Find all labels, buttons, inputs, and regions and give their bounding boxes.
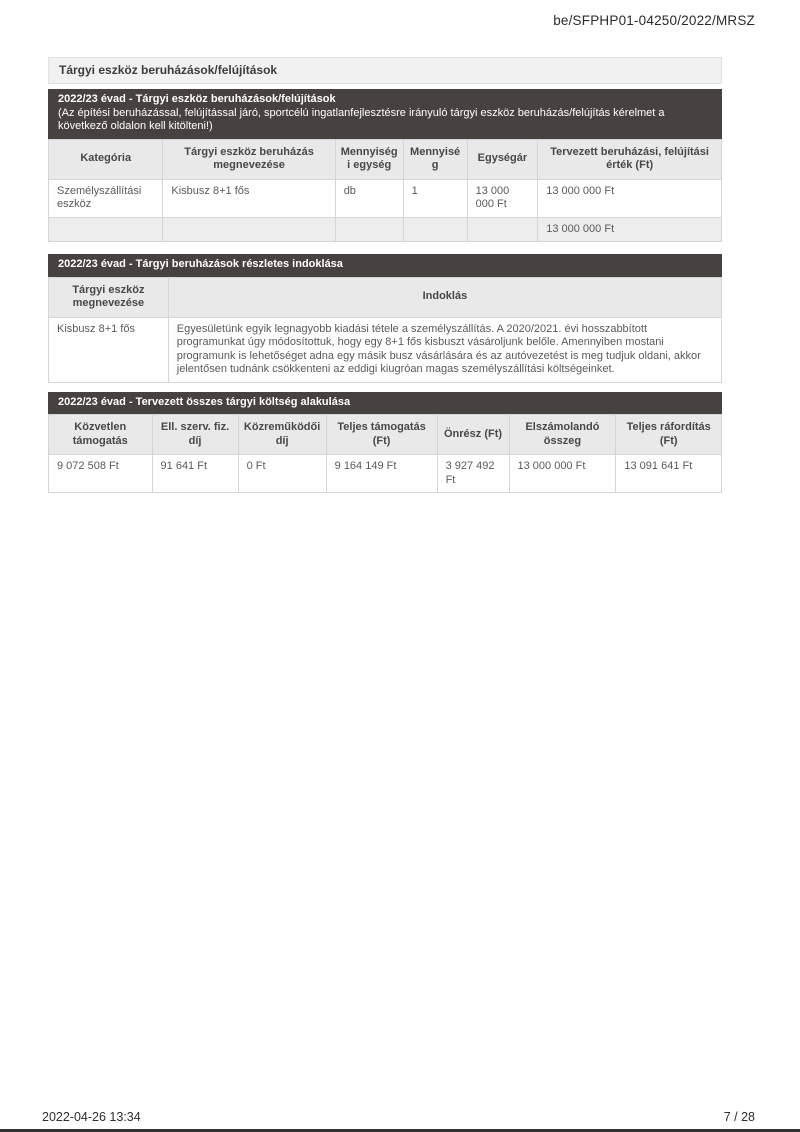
cell-inspection-fee: 91 641 Ft	[152, 455, 238, 493]
col-header-accountable-amount: Elszámolandó összeg	[509, 415, 616, 455]
section3-header	[48, 392, 722, 415]
col-header-total-support: Teljes támogatás (Ft)	[326, 415, 437, 455]
section1-header	[48, 89, 722, 139]
col-header-inspection-fee: Ell. szerv. fiz. díj	[152, 415, 238, 455]
cell-empty	[467, 217, 538, 242]
cell-empty	[335, 217, 403, 242]
cell-contributor-fee: 0 Ft	[238, 455, 326, 493]
col-header-total-expenditure: Teljes ráfordítás (Ft)	[616, 415, 722, 455]
cell-accountable-amount: 13 000 000 Ft	[509, 455, 616, 493]
asset-investments-table	[48, 139, 722, 243]
cell-asset-name: Kisbusz 8+1 fős	[163, 179, 335, 217]
col-header-contributor-fee: Közreműködői díj	[238, 415, 326, 455]
table-row	[49, 455, 722, 493]
col-header-quantity-unit: Mennyiségi egység	[335, 139, 403, 179]
col-header-asset-name: Tárgyi eszköz megnevezése	[49, 277, 169, 317]
col-header-category: Kategória	[49, 139, 163, 179]
table-total-row	[49, 217, 722, 242]
cell-total-expenditure: 13 091 641 Ft	[616, 455, 722, 493]
cell-own-share: 3 927 492 Ft	[437, 455, 509, 493]
page-footer	[42, 1110, 755, 1124]
col-header-planned-value: Tervezett beruházási, felújítási érték (Ft)	[538, 139, 722, 179]
col-header-unit-price: Egységár	[467, 139, 538, 179]
footer-timestamp: 2022-04-26 13:34	[42, 1110, 141, 1124]
table-row	[49, 317, 722, 382]
section1-header-title: 2022/23 évad - Tárgyi eszköz beruházások/felújítások	[58, 93, 336, 105]
table-header-row	[49, 415, 722, 455]
cell-empty	[163, 217, 335, 242]
section-title-bar: Tárgyi eszköz beruházások/felújítások	[48, 57, 722, 84]
cell-total-support: 9 164 149 Ft	[326, 455, 437, 493]
total-costs-table	[48, 414, 722, 493]
col-header-direct-support: Közvetlen támogatás	[49, 415, 153, 455]
cell-unit-price: 13 000 000 Ft	[467, 179, 538, 217]
col-header-own-share: Önrész (Ft)	[437, 415, 509, 455]
cell-total-value: 13 000 000 Ft	[538, 217, 722, 242]
cell-empty	[49, 217, 163, 242]
table-row	[49, 179, 722, 217]
page-content	[48, 57, 722, 493]
justification-table	[48, 277, 722, 383]
footer-page-number: 7 / 28	[723, 1110, 755, 1124]
col-header-quantity: Mennyiség	[403, 139, 467, 179]
cell-planned-value: 13 000 000 Ft	[538, 179, 722, 217]
cell-asset-name: Kisbusz 8+1 fős	[49, 317, 169, 382]
col-header-asset-name: Tárgyi eszköz beruházás megnevezése	[163, 139, 335, 179]
cell-quantity-unit: db	[335, 179, 403, 217]
table-header-row	[49, 139, 722, 179]
section2-header-title: 2022/23 évad - Tárgyi beruházások részletes indoklása	[58, 258, 343, 270]
table-header-row	[49, 277, 722, 317]
cell-category: Személyszállítási eszköz	[49, 179, 163, 217]
cell-direct-support: 9 072 508 Ft	[49, 455, 153, 493]
section3-header-title: 2022/23 évad - Tervezett összes tárgyi költség alakulása	[58, 395, 351, 408]
section2-header	[48, 254, 722, 277]
col-header-justification: Indoklás	[168, 277, 721, 317]
section1-header-note: (Az építési beruházással, felújítással járó, sportcélú ingatlanfejlesztésre irányuló tárgyi eszköz beruházás/felújítás kérelmet a következő oldalon kell kitölteni!)	[58, 106, 665, 132]
cell-quantity: 1	[403, 179, 467, 217]
cell-justification: Egyesületünk egyik legnagyobb kiadási tétele a személyszállítás. A 2020/2021. évi hosszabbított programunkat úgy módosítottuk, hogy egy 8+1 fős kisbuszt vásároljunk belőle. Amennyiben mostani programunk is lehetőséget adna egy másik busz vásárlására és az autóvezetést is meg tudjuk oldani, akkor jelentősen tudnánk csökkenteni az eddigi kiugróan magas személyszállítási költségeinket.	[168, 317, 721, 382]
cell-empty	[403, 217, 467, 242]
document-reference-number: be/SFPHP01-04250/2022/MRSZ	[553, 13, 755, 28]
